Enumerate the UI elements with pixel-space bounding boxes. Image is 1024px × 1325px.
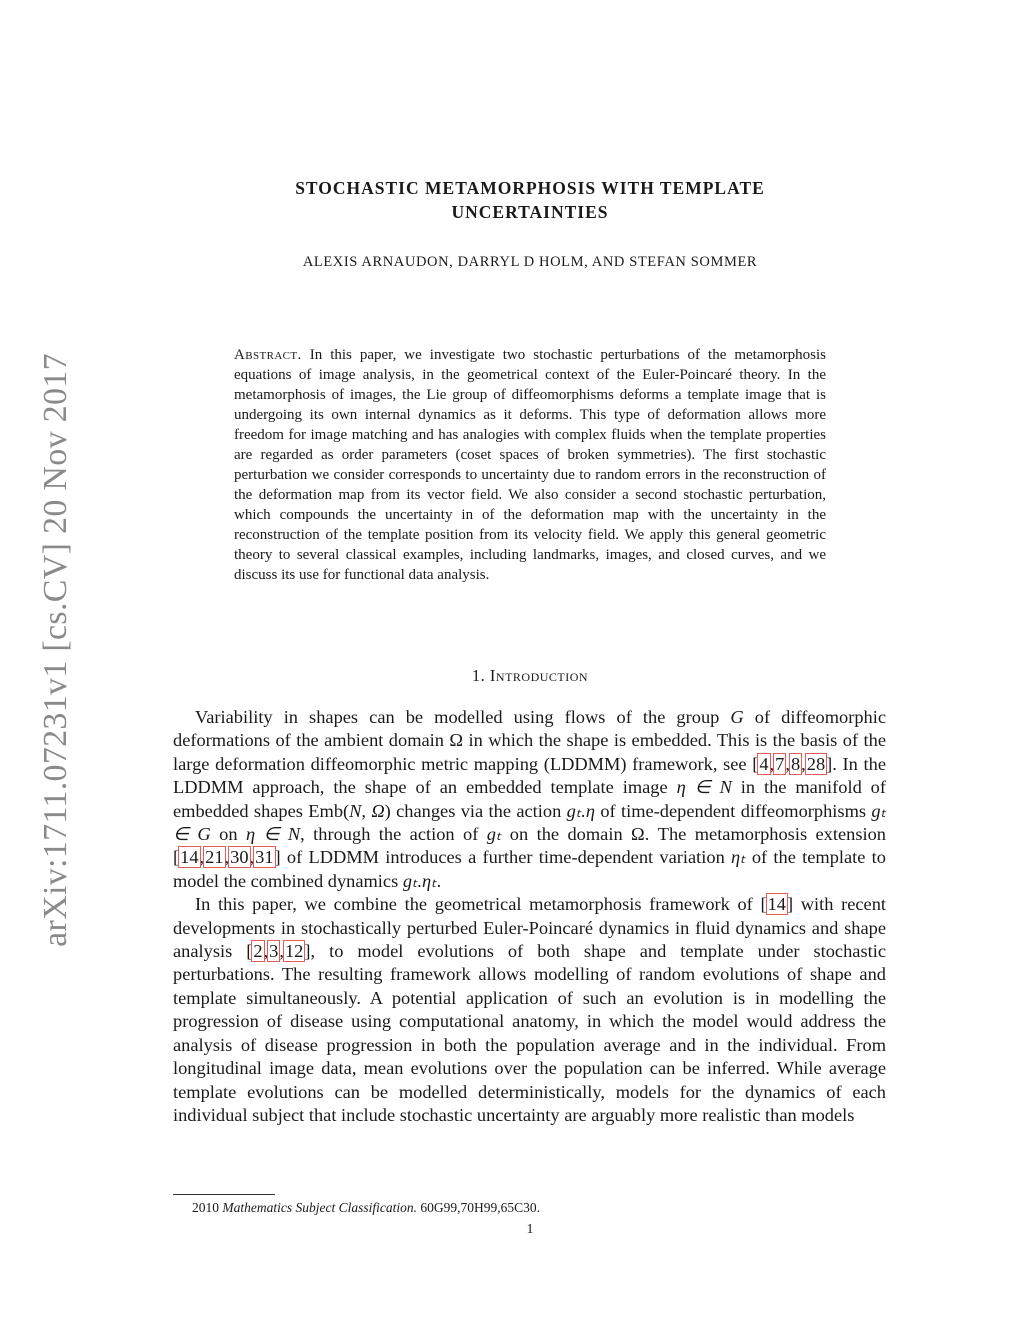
text-run: Variability in shapes can be modelled using flows of the group	[195, 707, 731, 727]
text-run: ) changes via the action	[384, 800, 567, 821]
abstract	[234, 345, 826, 585]
text-run: In this paper, we combine the geometrical metamorphosis framework of [	[195, 894, 767, 915]
text-run: .	[436, 870, 442, 891]
math-symbol: G	[730, 707, 744, 727]
page-number: 1	[526, 1222, 534, 1237]
arxiv-side-stamp	[36, 330, 76, 970]
math-expression: gₜ.ηₜ	[402, 870, 437, 891]
abstract-text: In this paper, we investigate two stochastic perturbations of the metamorphosis equations of image analysis, in the geometrical context of the Euler-Poincaré theory. In the metamorphosis of images, the Lie group of diffeomorphisms deforms a template image that is undergoing its own internal dynamics as it deforms. This type of deformation allows more freedom for image matching and has analogies with complex fluids when the template properties are regarded as order parameters (coset spaces of broken symmetries). The first stochastic perturbation we consider corresponds to uncertainty due to random errors in the reconstruction of the deformation map from its vector field. We also consider a second stochastic perturbation, which compounds the uncertainty in of the deformation map with the uncertainty in the reconstruction of the template position from its velocity field. We apply this general geometric theory to several classical examples, including landmarks, images, and closed curves, and we discuss its use for functional data analysis.	[234, 347, 827, 583]
footnote-codes: 60G99,70H99,65C30.	[420, 1200, 540, 1215]
math-expression: N, Ω	[349, 800, 385, 821]
footnote-year: 2010	[192, 1200, 219, 1215]
citation-link[interactable]: 2	[253, 941, 263, 962]
citation-link[interactable]: 12	[284, 941, 304, 962]
footnote-label: Mathematics Subject Classification.	[222, 1200, 417, 1215]
body-text	[173, 706, 886, 1127]
section-heading	[200, 666, 860, 686]
title-line-2: UNCERTAINTIES	[451, 202, 609, 222]
text-run: ]. In the LDDMM approach, the shape of an embedded template image	[173, 753, 886, 798]
text-run: of diffeomorphic deformations of the ambient domain Ω in which the shape is embedded. This is the basis of the large deformation diffeomorphic metric mapping (LDDMM) framework, see [	[173, 707, 887, 774]
citation-link[interactable]: 14	[180, 847, 199, 868]
section-name: Introduction	[489, 666, 589, 685]
author-list: ALEXIS ARNAUDON, DARRYL D HOLM, AND STEFAN SOMMER	[302, 254, 758, 270]
paragraph-2: In this paper, we combine the geometrical metamorphosis framework of [14] with recent developments in stochastically perturbed Euler-Poincaré dynamics in fluid dynamics and shape analysis [2,3,12], to model evolutions of both shape and template under stochastic perturbations. The resulting framework allows modelling of random evolutions of shape and template simultaneously. A potential application of such an evolution is in modelling the progression of disease using computational anatomy, in which the model would address the analysis of disease progression in both the population average and in the individual. From longitudinal image data, mean evolutions over the population can be inferred. While average template evolutions can be modelled deterministically, models for the dynamics of each individual subject that include stochastic uncertainty are arguably more realistic than models	[173, 894, 886, 1125]
citation-link[interactable]: 7	[775, 753, 785, 774]
citation-link[interactable]: 4	[759, 753, 769, 774]
text-run: on	[210, 824, 246, 845]
section-number: 1.	[471, 666, 486, 685]
math-expression: η ∈ N	[245, 824, 301, 845]
citation-link[interactable]: 31	[255, 847, 274, 868]
math-expression: gₜ	[486, 824, 502, 845]
text-run: ] with recent developments in stochastically perturbed Euler-Poincaré dynamics in fluid dynamics and shape analysis [	[173, 894, 886, 962]
text-run: on the domain Ω. The metamorphosis extension [	[173, 824, 886, 868]
title-line-1: STOCHASTIC METAMORPHOSIS WITH TEMPLATE	[295, 178, 765, 198]
text-run: in the manifold of embedded shapes Emb(	[173, 777, 886, 821]
text-run: of time-dependent diffeomorphisms	[594, 800, 872, 821]
text-run: , through the action of	[300, 824, 487, 845]
citation-link[interactable]: 28	[806, 753, 826, 774]
citation-link[interactable]: 3	[269, 941, 279, 962]
abstract-label: Abstract.	[234, 347, 302, 363]
citation-link[interactable]: 8	[790, 753, 801, 774]
footnote	[192, 1200, 872, 1216]
text-run: of the template to model the combined dynamics	[173, 847, 886, 891]
paper-title	[200, 176, 860, 224]
math-expression: η ∈ N	[676, 777, 732, 798]
citation-link[interactable]: 14	[767, 894, 786, 915]
math-expression: ηₜ	[731, 847, 746, 868]
paragraph-1: Variability in shapes can be modelled using flows of the group G of diffeomorphic deformations of the ambient domain Ω in which the shape is embedded. This is the basis of the large deformation diffeomorphic metric mapping (LDDMM) framework, see [4,7,8,28]. In the LDDMM approach, the shape of an embedded template image η ∈ N in the manifold of embedded shapes Emb(N, Ω) changes via the action gₜ.η of time-dependent diffeomorphisms gₜ ∈ G on η ∈ N, through the action of gₜ on the domain Ω. The metamorphosis extension [14,21,30,31] of LDDMM introduces a further time-dependent variation ηₜ of the template to model the combined dynamics gₜ.ηₜ.	[173, 707, 887, 891]
arxiv-id-text: arXiv:1711.07231v1 [cs.CV] 20 Nov 2017	[37, 353, 74, 947]
text-run: ], to model evolutions of both shape and template under stochastic perturbations. The resulting framework allows modelling of random evolutions of shape and template simultaneously. A potential application of such an evolution is in modelling the progression of disease using computational anatomy, in which the model would address the analysis of disease progression in both the population average and in the individual. From longitudinal image data, mean evolutions over the population can be inferred. While average template evolutions can be modelled deterministically, models for the dynamics of each individual subject that include stochastic uncertainty are arguably more realistic than models	[173, 941, 886, 1125]
citation-link[interactable]: 30	[230, 847, 249, 868]
citation-link[interactable]: 21	[205, 847, 224, 868]
footnote-divider	[173, 1194, 275, 1195]
math-expression: gₜ.η	[566, 800, 595, 821]
text-run: ] of LDDMM introduces a further time-dependent variation	[274, 847, 732, 868]
math-expression: gₜ ∈ G	[173, 800, 886, 845]
